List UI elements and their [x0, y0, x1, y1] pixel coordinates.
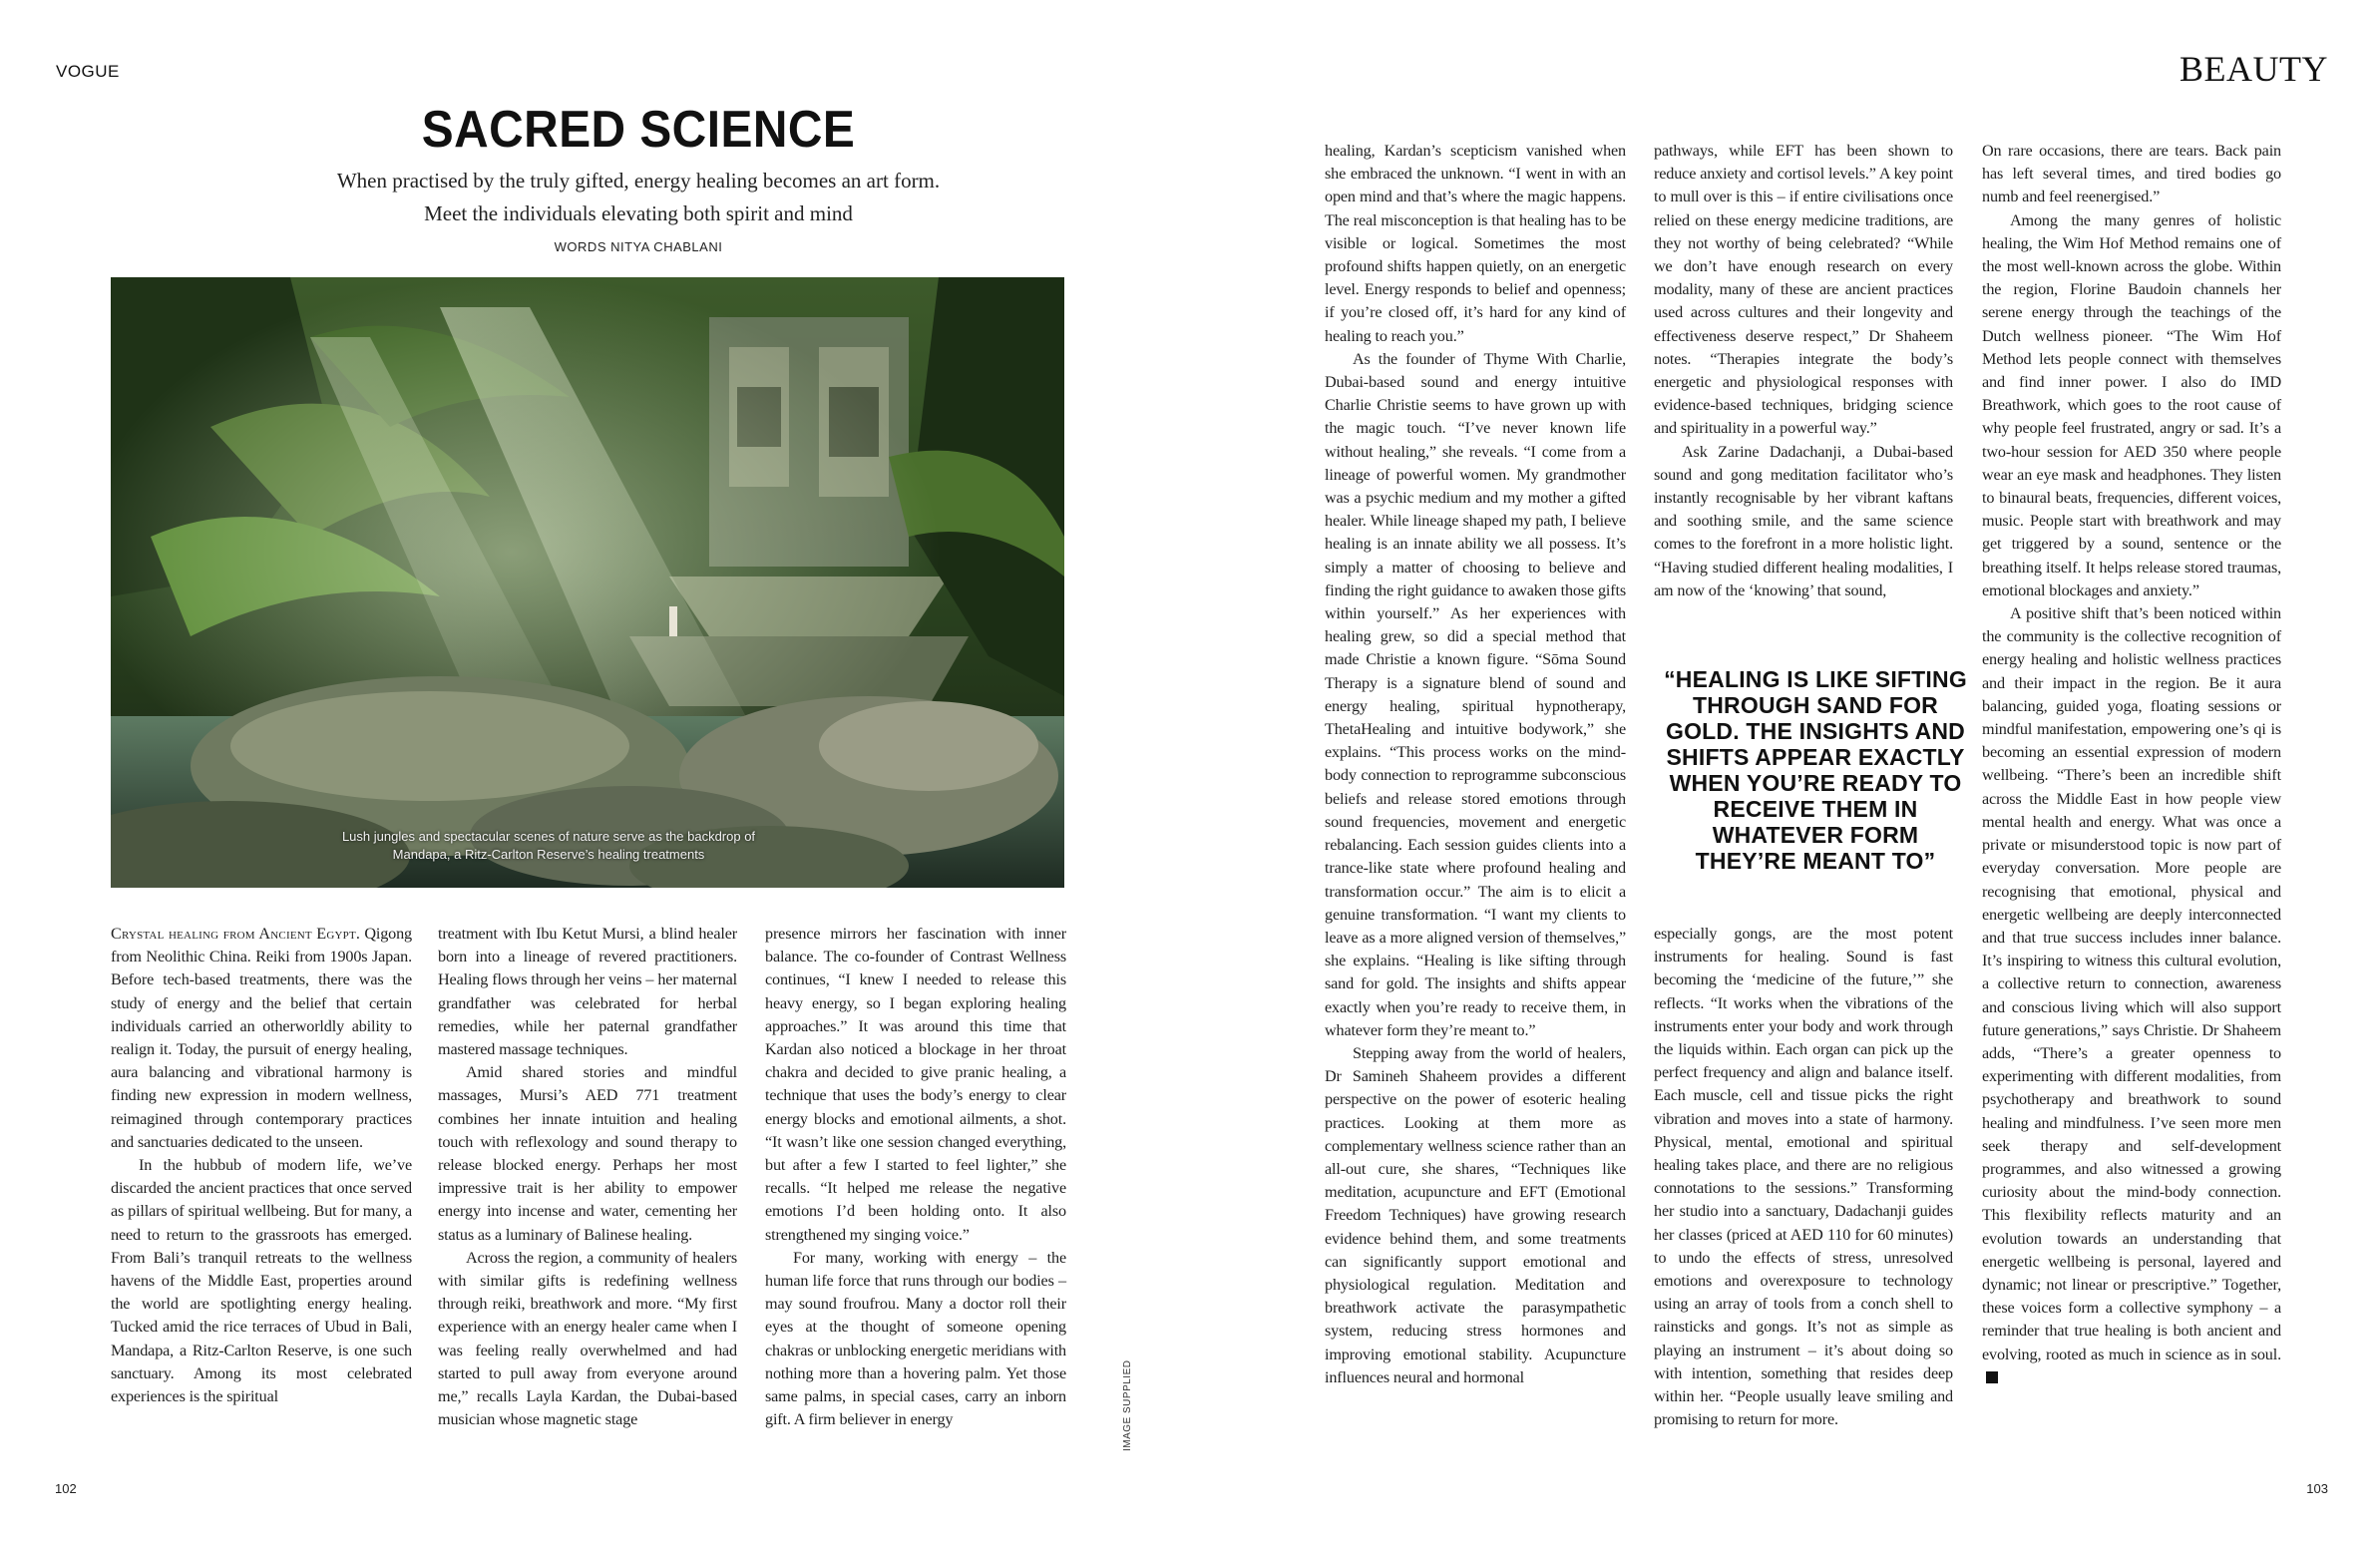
- photo-caption: [269, 828, 828, 864]
- paragraph: healing, Kardan’s scepticism vanished when she embraced the unknown. “I went in with an open mind and that’s where the magic happens. The real misconception is that healing has to be visible or logical. Sometimes the most profound shifts happen quietly, on an energetic level. Energy responds to belief and openness; if you’re closed off, it’s hard for any kind of healing to reach you.”: [1325, 142, 1626, 345]
- paragraph: Amid shared stories and mindful massages, Mursi’s AED 771 treatment combines her innate intuition and healing touch with reflexology and sound therapy to release blocked energy. Perhaps her most impressive trait is her ability to empower energy into incense and water, cementing her status as a luminary of Balinese healing.: [438, 1063, 737, 1244]
- body-column-5-bottom: [1654, 923, 1953, 1431]
- image-credit: IMAGE SUPPLIED: [1122, 1359, 1133, 1451]
- body-column-2: [438, 923, 737, 1431]
- body-column-6: [1982, 140, 2281, 1389]
- end-mark-icon: [1986, 1371, 1998, 1383]
- paragraph: As the founder of Thyme With Charlie, Dubai-based sound and energy intuitive Charlie Christie seems to have grown up with the magic touch. “I’ve never known life without healing,” she reveals. “I come from a lineage of powerful women. My grandmother was a psychic medium and my mother a gifted healer. While lineage shaped my path, I believe healing is an innate ability we all possess. It’s simply a matter of choosing to believe and finding the right guidance to awaken those gifts within yourself.” As her experiences with healing grew, so did a special method that made Christie a known figure. “Sōma Sound Therapy is a signature blend of sound and energy healing, spiritual hypnotherapy, ThetaHealing and intuitive bodywork,” she explains. “This process works on the mind-body connection to reprogramme subconscious beliefs and release stored emotions through sound frequencies, movement and energetic rebalancing. Each session guides clients into a trance-like state where profound healing and transformation occur.” The aim is to elicit a genuine transformation. “I want my clients to leave as a more aligned version of themselves,” she explains. “Healing is like sifting through sand for gold. The insights and shifts appear exactly when you’re ready to receive them, in whatever form they’re meant to.”: [1325, 349, 1626, 1039]
- lead-in: Crystal healing from Ancient Egypt.: [111, 925, 361, 943]
- dek-line: Meet the individuals elevating both spirit and mind: [424, 201, 853, 225]
- paragraph: Across the region, a community of healers with similar gifts is redefining wellness through reiki, breathwork and more. “My first experience with an energy healer came when I was feeling really overwhelmed and had started to pull away from everyone around me,” recalls Layla Kardan, the Dubai-based musician whose magnetic stage: [438, 1248, 737, 1429]
- paragraph: Among the many genres of holistic healing, the Wim Hof Method remains one of the most well-known across the globe. Within the region, Florine Baudoin channels her serene energy through the teachings of the Dutch wellness pioneer. “The Wim Hof Method lets people connect with themselves and find inner power. I also do IMD Breathwork, which goes to the root cause of why people feel frustrated, angry or sad. It’s a two-hour session for AED 350 where people wear an eye mask and headphones. They listen to binaural beats, frequencies, different voices, music. People start with breathwork and may get triggered by a sound, sentence or the breathing itself. It helps release stored traumas, emotional blockages and anxiety.”: [1982, 210, 2281, 599]
- lead-paragraph-text: Qigong from Neolithic China. Reiki from 1900s Japan. Before tech-based treatments, there was the study of energy and the belief that certain individuals carried an otherworldly ability to realign it. Today, the pursuit of energy healing, aura balancing and vibrational harmony is finding new expression in modern wellness, reimagined through contemporary practices and sanctuaries dedicated to the unseen.: [111, 925, 412, 1151]
- jungle-temple-photo-icon: [111, 277, 1064, 888]
- paragraph: Stepping away from the world of healers, Dr Samineh Shaheem provides a different perspective on the power of esoteric healing practices. Looking at them more as complementary wellness science rather than an all-out cure, she shares, “Techniques like meditation, acupuncture and EFT (Emotional Freedom Techniques) have growing research evidence behind them, and some treatments can significantly support emotional and physiological regulation. Meditation and breathwork activate the parasympathetic system, reducing stress hormones and improving emotional stability. Acupuncture influences neural and hormonal: [1325, 1043, 1626, 1386]
- section-label: BEAUTY: [2180, 49, 2328, 89]
- paragraph: [1982, 602, 2281, 1389]
- closing-paragraph-text: A positive shift that’s been noticed within the community is the collective recognition of energy healing and holistic wellness practices and their impact in the region. Be it aura balancing, guided yoga, floating sessions or mindful manifestation, empowering one’s qi is becoming an essential expression of modern wellbeing. “There’s been an incredible shift across the Middle East in how people view mental health and energy. What was once a private or misunderstood topic is now part of everyday conversation. More people are recognising that emotional, physical and energetic wellbeing are deeply interconnected and that true success includes inner balance. It’s inspiring to witness this cultural evolution, a collective return to connection, awareness and conscious living which will also support future generations,” says Christie. Dr Shaheem adds, “There’s a greater openness to experimenting with different modalities, from psychotherapy and breathwork to sound healing and mindfulness. I’ve seen more men seek therapy and self-development programmes, and also witnessed a growing curiosity about the mind-body connection. This flexibility reflects maturity and an evolution towards an understanding that energetic wellbeing is personal, layered and dynamic; not linear or prescriptive.” Together, these voices form a collective symphony – a reminder that true healing is both ancient and evolving, rooted as much in science as in soul.: [1982, 604, 2281, 1363]
- paragraph: [111, 923, 412, 1154]
- body-column-1: [111, 923, 412, 1408]
- jungle-temple-photo: [111, 277, 1064, 888]
- paragraph: presence mirrors her fascination with inner balance. The co-founder of Contrast Wellness continues, “I knew I needed to release this heavy energy, so I began exploring healing approaches.” It was around this time that Kardan also noticed a blockage in her throat chakra and decided to give pranic healing, a technique that uses the body’s energy to clear energy blocks and emotional ailments, a shot. “It wasn’t like one session changed everything, but after a few I started to feel lighter,” she recalls. “It helped me release the negative emotions I’d been holding onto. It also strengthened my singing voice.”: [765, 925, 1066, 1244]
- paragraph: For many, working with energy – the human life force that runs through our bodies – may sound froufrou. Many a doctor roll their eyes at the thought of someone opening chakras or unblocking energetic meridians with nothing more than a hovering palm. Yet those same palms, in special cases, carry an inborn gift. A firm believer in energy: [765, 1248, 1066, 1429]
- dek: [110, 165, 1167, 230]
- body-column-5-top: [1654, 140, 1953, 602]
- paragraph: treatment with Ibu Ketut Mursi, a blind healer born into a lineage of revered practitioners. Healing flows through her veins – her maternal grandfather was celebrated for herbal remedies, while her paternal grandfather mastered massage techniques.: [438, 925, 737, 1059]
- paragraph: pathways, while EFT has been shown to reduce anxiety and cortisol levels.” A key point to mull over is this – if entire civilisations once relied on these energy medicine traditions, are they not worthy of being celebrated? “While we don’t have enough research on every modality, many of these are ancient practices used across cultures and their longevity and effectiveness deserve respect,” Dr Shaheem notes. “Therapies integrate the body’s energetic and physiological responses with evidence-based techniques, bridging science and spirituality in a powerful way.”: [1654, 142, 1953, 438]
- caption-line: Lush jungles and spectacular scenes of nature serve as the backdrop of: [341, 829, 756, 844]
- paragraph: In the hubbub of modern life, we’ve discarded the ancient practices that once served as pillars of spiritual wellbeing. But for many, a need to return to the grassroots has emerged. From Bali’s tranquil retreats to the wellness havens of the Middle East, properties around the world are spotlighting energy healing. Tucked amid the rice terraces of Ubud in Bali, Mandapa, a Ritz-Carlton Reserve, is one such sanctuary. Among its most celebrated experiences is the spiritual: [111, 1156, 412, 1406]
- headline: SACRED SCIENCE: [421, 101, 856, 159]
- paragraph: especially gongs, are the most potent instruments for healing. Sound is fast becoming the ‘medicine of the future,’” she reflects. “It works when the vibrations of the instruments enter your body and work through the liquids within. Each organ can pick up the perfect frequency and align and balance itself. Each muscle, cell and tissue picks the right vibration and moves into a state of harmony. Physical, mental, emotional and spiritual healing takes place, and there are no religious connotations to the sessions.” Transforming her studio into a sanctuary, Dadachanji guides her classes (priced at AED 110 for 60 minutes) to undo the effects of stress, unresolved emotions and overexposure to technology using an array of tools from a conch shell to rainsticks and gongs. It’s not as simple as playing an instrument – it’s about doing so with intention, something that resides deep within her. “People usually leave smiling and promising to return for more.: [1654, 925, 1953, 1429]
- body-column-3: [765, 923, 1066, 1431]
- dek-line: When practised by the truly gifted, energy healing becomes an art form.: [336, 169, 941, 193]
- masthead: VOGUE: [56, 62, 120, 81]
- paragraph: On rare occasions, there are tears. Back pain has left several times, and tired bodies go numb and feel reenergised.”: [1982, 142, 2281, 206]
- byline: WORDS NITYA CHABLANI: [554, 239, 723, 254]
- caption-line: Mandapa, a Ritz-Carlton Reserve’s healing treatments: [392, 847, 705, 862]
- page-number-left: 102: [55, 1481, 77, 1496]
- body-column-4: [1325, 140, 1626, 1389]
- paragraph: Ask Zarine Dadachanji, a Dubai-based sound and gong meditation facilitator who’s instantly recognisable by her vibrant kaftans and soothing smile, and the same science comes to the forefront in a more holistic light. “Having studied different healing modalities, I am now of the ‘knowing’ that sound,: [1654, 442, 1953, 599]
- page-number-right: 103: [2306, 1481, 2328, 1496]
- pull-quote: “HEALING IS LIKE SIFTING THROUGH SAND FOR GOLD. THE INSIGHTS AND SHIFTS APPEAR EXACTLY WHEN YOU’RE READY TO RECEIVE THEM IN WHATEVER FORM THEY’RE MEANT TO”: [1664, 666, 1967, 874]
